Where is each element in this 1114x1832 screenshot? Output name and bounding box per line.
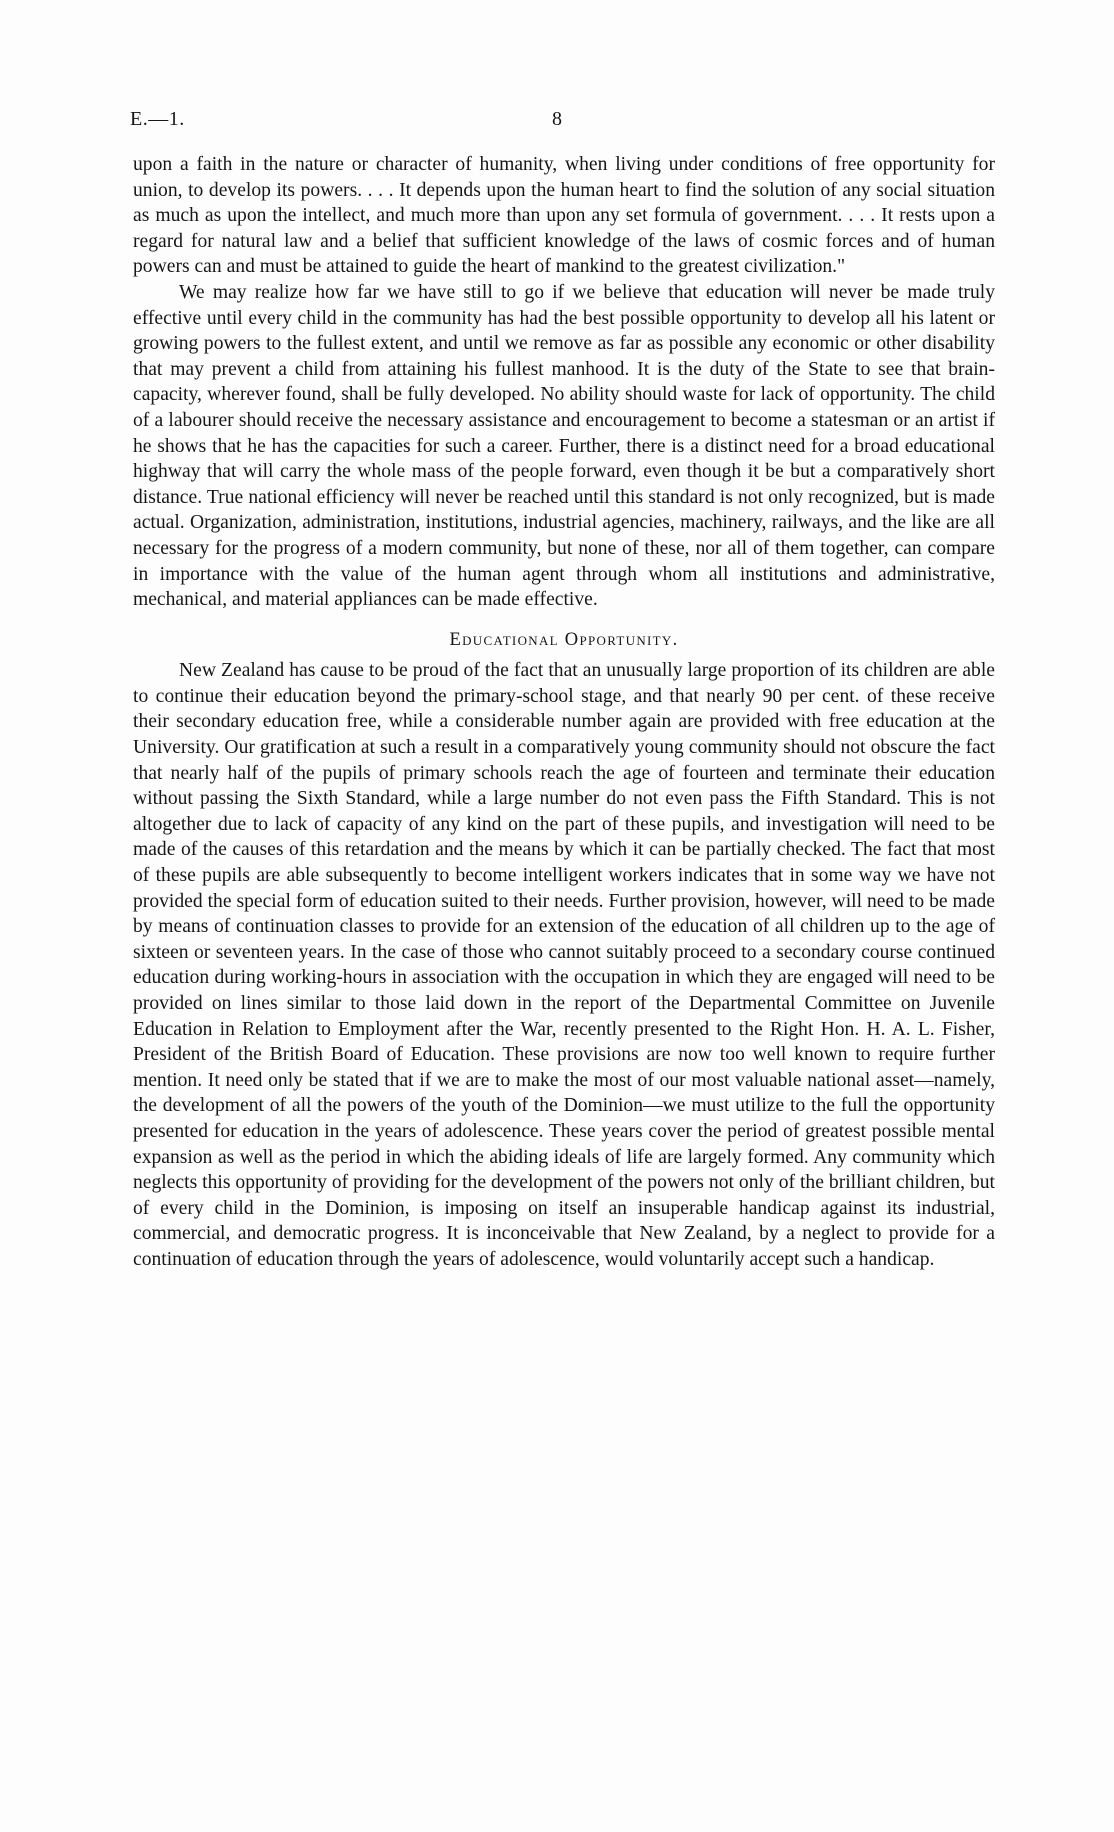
- paragraph-educational-opportunity: New Zealand has cause to be proud of the fact that an unusually large proportion of its children are able to continue their education beyond the primary-school stage, and that nearly 90 per cent. of these receive their secondary education free, while a considerable number again are provided with free education at the University. Our gratification at such a result in a comparatively young community should not obscure the fact that nearly half of the pupils of primary schools reach the age of fourteen and terminate their education without passing the Sixth Standard, while a large number do not even pass the Fifth Standard. This is not altogether due to lack of capacity of any kind on the part of these pupils, and investigation will need to be made of the causes of this retardation and the means by which it can be partially checked. The fact that most of these pupils are able subsequently to become intelligent workers indicates that in some way we have not provided the special form of education suited to their needs. Further provision, however, will need to be made by means of continuation classes to provide for an extension of the education of all children up to the age of sixteen or seventeen years. In the case of those who cannot suitably proceed to a secondary course continued education during working-hours in association with the occupation in which they are engaged will need to be provided on lines similar to those laid down in the report of the Departmental Committee on Juvenile Education in Relation to Employment after the War, recently presented to the Right Hon. H. A. L. Fisher, President of the British Board of Education. These provisions are now too well known to require further mention. It need only be stated that if we are to make the most of our most valuable national asset—namely, the development of all the powers of the youth of the Dominion—we must utilize to the full the opportunity presented for education in the years of adolescence. These years cover the period of greatest possible mental expansion as well as the period in which the abiding ideals of life are largely formed. Any community which neglects this opportunity of providing for the development of the powers not only of the brilliant children, but of every child in the Dominion, is imposing on itself an insuperable handicap against its industrial, commercial, and democratic progress. It is inconceivable that New Zealand, by a neglect to provide for a continuation of education through the years of adolescence, would voluntarily accept such a handicap.: [133, 660, 995, 1270]
- paragraph-education-effective: We may realize how far we have still to go if we believe that education will never be made truly effective until every child in the community has had the best possible opportunity to develop all his latent or growing powers to the fullest extent, and until we remove as far as possible any economic or other disability that may prevent a child from attaining his fullest manhood. It is the duty of the State to see that brain-capacity, wherever found, shall be fully developed. No ability should waste for lack of opportunity. The child of a labourer should receive the necessary assistance and encouragement to become a statesman or an artist if he shows that he has the capacities for such a career. Further, there is a distinct need for a broad educational highway that will carry the whole mass of the people forward, even though it be but a comparatively short distance. True national efficiency will never be reached until this standard is not only recognized, but is made actual. Organization, administration, institutions, industrial agencies, machinery, railways, and the like are all necessary for the progress of a modern community, but none of these, nor all of them together, can compare in importance with the value of the human agent through whom all institutions and administrative, mechanical, and material appliances can be made effective.: [133, 281, 995, 611]
- page-header: [130, 108, 1000, 136]
- section-heading: Educational Opportunity.: [449, 629, 679, 650]
- paragraph-quote-continuation: upon a faith in the nature or character of humanity, when living under conditions of free opportunity for union, to develop its powers. . . . It depends upon the human heart to find the solution of any social situation as much as upon the intellect, and much more than upon any set formula of government. . . . It rests upon a regard for natural law and a belief that sufficient knowledge of the laws of cosmic forces and of human powers can and must be attained to guide the heart of mankind to the greatest civilization.": [133, 154, 995, 278]
- document-reference: E.—1.: [130, 108, 185, 130]
- document-body: [133, 152, 995, 1273]
- page-number: 8: [552, 108, 563, 130]
